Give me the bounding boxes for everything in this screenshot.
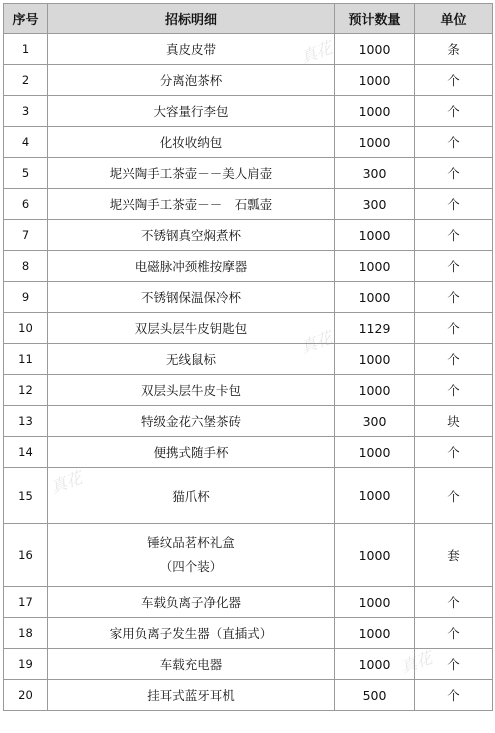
row-unit: 个 <box>415 158 493 189</box>
row-unit: 个 <box>415 587 493 618</box>
row-qty: 1000 <box>335 618 415 649</box>
row-item: 特级金花六堡茶砖 <box>48 406 335 437</box>
row-item-line2: （四个装） <box>159 559 223 574</box>
row-no: 11 <box>4 344 48 375</box>
row-item: 猫爪杯 <box>48 468 335 524</box>
row-unit: 个 <box>415 313 493 344</box>
row-unit: 个 <box>415 680 493 711</box>
table-row <box>4 34 493 65</box>
row-item: 坭兴陶手工茶壶－－美人肩壶 <box>48 158 335 189</box>
row-item: 双层头层牛皮钥匙包 <box>48 313 335 344</box>
table-row <box>4 220 493 251</box>
row-qty: 1000 <box>335 649 415 680</box>
row-item: 分离泡茶杯 <box>48 65 335 96</box>
row-qty: 1000 <box>335 587 415 618</box>
header-item: 招标明细 <box>48 4 335 34</box>
row-unit: 个 <box>415 282 493 313</box>
table-row <box>4 313 493 344</box>
watermark: 真花 <box>398 648 435 677</box>
row-no: 18 <box>4 618 48 649</box>
watermark: 真花 <box>298 328 335 357</box>
table-row <box>4 437 493 468</box>
row-qty: 300 <box>335 189 415 220</box>
table-row <box>4 96 493 127</box>
table-row <box>4 468 493 524</box>
row-qty: 1000 <box>335 34 415 65</box>
row-qty: 1000 <box>335 344 415 375</box>
table-row <box>4 680 493 711</box>
row-qty: 1000 <box>335 468 415 524</box>
row-qty: 300 <box>335 158 415 189</box>
row-no: 9 <box>4 282 48 313</box>
row-no: 19 <box>4 649 48 680</box>
row-item: 家用负离子发生器（直插式） <box>48 618 335 649</box>
row-unit: 个 <box>415 468 493 524</box>
row-no: 7 <box>4 220 48 251</box>
row-qty: 1000 <box>335 524 415 587</box>
row-unit: 个 <box>415 220 493 251</box>
row-unit: 条 <box>415 34 493 65</box>
row-no: 17 <box>4 587 48 618</box>
watermark: 真花 <box>48 468 85 497</box>
row-qty: 1000 <box>335 220 415 251</box>
header-qty: 预计数量 <box>335 4 415 34</box>
row-unit: 个 <box>415 375 493 406</box>
row-qty: 1000 <box>335 251 415 282</box>
table-row <box>4 282 493 313</box>
row-item: 车载充电器 <box>48 649 335 680</box>
table-row <box>4 158 493 189</box>
header-no: 序号 <box>4 4 48 34</box>
row-unit: 个 <box>415 437 493 468</box>
row-qty: 1000 <box>335 127 415 158</box>
table-row <box>4 375 493 406</box>
row-unit: 个 <box>415 649 493 680</box>
row-unit: 个 <box>415 344 493 375</box>
row-no: 8 <box>4 251 48 282</box>
table-row <box>4 587 493 618</box>
row-item <box>48 524 335 587</box>
row-unit: 个 <box>415 189 493 220</box>
table-row <box>4 618 493 649</box>
table-row <box>4 344 493 375</box>
row-unit: 个 <box>415 65 493 96</box>
table-row <box>4 127 493 158</box>
table-row <box>4 406 493 437</box>
row-item: 电磁脉冲颈椎按摩器 <box>48 251 335 282</box>
row-unit: 个 <box>415 618 493 649</box>
row-qty: 1000 <box>335 282 415 313</box>
row-qty: 1000 <box>335 437 415 468</box>
bid-items-table <box>3 3 493 711</box>
row-item: 不锈钢保温保冷杯 <box>48 282 335 313</box>
row-unit: 套 <box>415 524 493 587</box>
row-item: 真皮皮带 <box>48 34 335 65</box>
row-qty: 1000 <box>335 375 415 406</box>
row-no: 15 <box>4 468 48 524</box>
row-unit: 块 <box>415 406 493 437</box>
row-item: 车载负离子净化器 <box>48 587 335 618</box>
row-item: 不锈钢真空焖煮杯 <box>48 220 335 251</box>
row-unit: 个 <box>415 96 493 127</box>
table-row <box>4 251 493 282</box>
row-item: 大容量行李包 <box>48 96 335 127</box>
row-no: 13 <box>4 406 48 437</box>
row-no: 4 <box>4 127 48 158</box>
row-item: 便携式随手杯 <box>48 437 335 468</box>
row-unit: 个 <box>415 127 493 158</box>
row-no: 3 <box>4 96 48 127</box>
row-qty: 300 <box>335 406 415 437</box>
table-row <box>4 524 493 587</box>
header-unit: 单位 <box>415 4 493 34</box>
row-no: 14 <box>4 437 48 468</box>
row-no: 6 <box>4 189 48 220</box>
watermark: 真花 <box>298 38 335 67</box>
row-qty: 1000 <box>335 96 415 127</box>
row-no: 1 <box>4 34 48 65</box>
row-no: 10 <box>4 313 48 344</box>
row-item: 坭兴陶手工茶壶－－ 石瓢壶 <box>48 189 335 220</box>
row-item: 双层头层牛皮卡包 <box>48 375 335 406</box>
row-no: 16 <box>4 524 48 587</box>
row-no: 2 <box>4 65 48 96</box>
row-item: 挂耳式蓝牙耳机 <box>48 680 335 711</box>
row-unit: 个 <box>415 251 493 282</box>
row-qty: 1000 <box>335 65 415 96</box>
row-no: 12 <box>4 375 48 406</box>
table-header-row <box>4 4 493 34</box>
row-no: 5 <box>4 158 48 189</box>
table-row <box>4 189 493 220</box>
row-qty: 1129 <box>335 313 415 344</box>
table-row <box>4 649 493 680</box>
row-qty: 500 <box>335 680 415 711</box>
row-item: 无线鼠标 <box>48 344 335 375</box>
row-item: 化妆收纳包 <box>48 127 335 158</box>
table-row <box>4 65 493 96</box>
row-no: 20 <box>4 680 48 711</box>
row-item-line1: 锤纹品茗杯礼盒 <box>147 535 235 550</box>
